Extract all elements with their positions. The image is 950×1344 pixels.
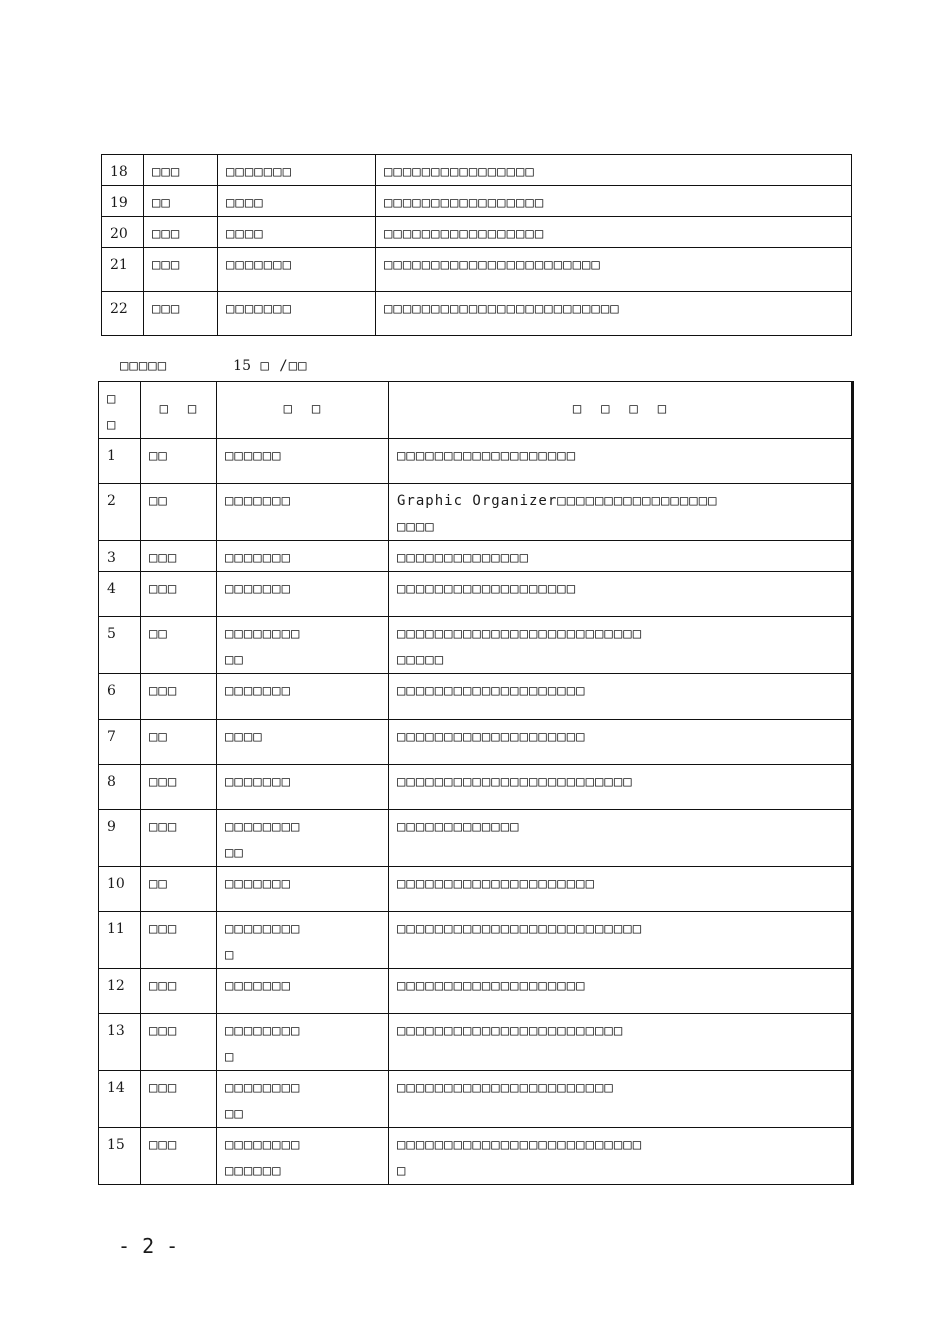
row-title: □□□□□□□□□□□□□□□□□□□□□□□□: [389, 1014, 853, 1071]
row-title: □□□□□□□□□□□□□□□□□: [376, 217, 852, 248]
row-school: □□□□□□□: [217, 572, 389, 617]
project-table-continued: [101, 154, 852, 336]
row-name: □□□: [141, 572, 217, 617]
row-number: 9: [99, 810, 141, 867]
row-school: □□□□□□□: [217, 867, 389, 912]
row-school: □□□□□□□: [218, 248, 376, 292]
row-school: □□□□: [218, 186, 376, 217]
table-row: [99, 439, 853, 484]
row-number: 2: [99, 484, 141, 541]
row-name: □□□: [141, 765, 217, 810]
header-school: □ □: [217, 382, 389, 439]
table-row: [99, 720, 853, 765]
row-title: □□□□□□□□□□□□□□□□□□□□□□□: [389, 1071, 853, 1128]
row-name: □□□: [141, 810, 217, 867]
row-title: □□□□□□□□□□□□□□□□□□□: [389, 439, 853, 484]
caption-label: □□□□□: [120, 358, 168, 374]
row-school: □□□□□□□□ □□□□□□: [217, 1128, 389, 1185]
header-no: □ □: [99, 382, 141, 439]
row-number: 13: [99, 1014, 141, 1071]
header-name: □ □: [141, 382, 217, 439]
row-number: 7: [99, 720, 141, 765]
header-title: □ □ □ □: [389, 382, 853, 439]
project-table: [98, 381, 854, 1185]
row-school: □□□□: [217, 720, 389, 765]
caption-unit: □ /□□: [260, 358, 308, 374]
table-row: [99, 810, 853, 867]
table-row: [99, 484, 853, 541]
row-title: □□□□□□□□□□□□□□□□□□□□□□□: [376, 248, 852, 292]
row-school: □□□□□□□□ □: [217, 1014, 389, 1071]
table-caption: [120, 358, 308, 374]
row-number: 4: [99, 572, 141, 617]
row-name: □□: [141, 720, 217, 765]
page-number: - 2 -: [118, 1234, 179, 1258]
row-number: 8: [99, 765, 141, 810]
row-title: □□□□□□□□□□□□□□□□□□□: [389, 572, 853, 617]
table-row: [102, 186, 852, 217]
row-name: □□: [141, 617, 217, 674]
row-number: 19: [102, 186, 144, 217]
row-title: □□□□□□□□□□□□□□□□□: [376, 186, 852, 217]
table-row: [102, 155, 852, 186]
row-number: 3: [99, 541, 141, 572]
table-row: [99, 541, 853, 572]
row-number: 14: [99, 1071, 141, 1128]
row-school: □□□□□□□□ □□: [217, 810, 389, 867]
row-school: □□□□□□□□ □□: [217, 1071, 389, 1128]
row-number: 5: [99, 617, 141, 674]
row-name: □□□: [141, 674, 217, 720]
row-title: □□□□□□□□□□□□□□□□□□□□□: [389, 867, 853, 912]
row-name: □□□: [144, 292, 218, 336]
row-name: □□□: [141, 912, 217, 969]
row-school: □□□□□□□: [218, 155, 376, 186]
table-row: [99, 617, 853, 674]
row-school: □□□□□□: [217, 439, 389, 484]
caption-count: 15: [233, 358, 251, 374]
row-school: □□□□□□□: [217, 969, 389, 1014]
row-number: 18: [102, 155, 144, 186]
row-number: 21: [102, 248, 144, 292]
row-number: 10: [99, 867, 141, 912]
table-row: [102, 248, 852, 292]
row-title: □□□□□□□□□□□□□□□□□□□□□□□□□: [389, 765, 853, 810]
row-name: □□□: [141, 969, 217, 1014]
row-number: 6: [99, 674, 141, 720]
table-header-row: [99, 382, 853, 439]
row-name: □□□: [144, 155, 218, 186]
row-title: □□□□□□□□□□□□□□: [389, 541, 853, 572]
table-row: [102, 217, 852, 248]
row-title: □□□□□□□□□□□□□□□□□□□□: [389, 674, 853, 720]
row-name: □□□: [144, 217, 218, 248]
row-title: □□□□□□□□□□□□□□□□□□□□□□□□□□ □: [389, 1128, 853, 1185]
row-name: □□: [141, 867, 217, 912]
row-school: □□□□□□□□ □□: [217, 617, 389, 674]
table-row: [99, 912, 853, 969]
row-title: □□□□□□□□□□□□□□□□□□□□□□□□□: [376, 292, 852, 336]
row-title: Graphic Organizer□□□□□□□□□□□□□□□□□ □□□□: [389, 484, 853, 541]
row-title: □□□□□□□□□□□□□□□□□□□□□□□□□□: [389, 912, 853, 969]
row-school: □□□□□□□: [217, 674, 389, 720]
row-number: 22: [102, 292, 144, 336]
row-name: □□□: [141, 1071, 217, 1128]
row-name: □□: [141, 439, 217, 484]
row-title: □□□□□□□□□□□□□: [389, 810, 853, 867]
row-number: 20: [102, 217, 144, 248]
table-row: [99, 1071, 853, 1128]
table-row: [99, 572, 853, 617]
row-name: □□: [144, 186, 218, 217]
row-number: 1: [99, 439, 141, 484]
row-title: □□□□□□□□□□□□□□□□□□□□: [389, 720, 853, 765]
row-name: □□□: [144, 248, 218, 292]
row-school: □□□□□□□: [217, 484, 389, 541]
table-row: [99, 1014, 853, 1071]
table-row: [102, 292, 852, 336]
row-school: □□□□□□□: [217, 541, 389, 572]
row-school: □□□□□□□: [217, 765, 389, 810]
row-school: □□□□□□□: [218, 292, 376, 336]
row-name: □□□: [141, 1128, 217, 1185]
row-name: □□: [141, 484, 217, 541]
row-number: 12: [99, 969, 141, 1014]
row-title: □□□□□□□□□□□□□□□□: [376, 155, 852, 186]
table-row: [99, 867, 853, 912]
table-row: [99, 765, 853, 810]
row-number: 15: [99, 1128, 141, 1185]
row-school: □□□□□□□□ □: [217, 912, 389, 969]
row-name: □□□: [141, 1014, 217, 1071]
row-name: □□□: [141, 541, 217, 572]
table-row: [99, 969, 853, 1014]
table-row: [99, 674, 853, 720]
row-number: 11: [99, 912, 141, 969]
row-title: □□□□□□□□□□□□□□□□□□□□: [389, 969, 853, 1014]
table-row: [99, 1128, 853, 1185]
row-title: □□□□□□□□□□□□□□□□□□□□□□□□□□ □□□□□: [389, 617, 853, 674]
row-school: □□□□: [218, 217, 376, 248]
